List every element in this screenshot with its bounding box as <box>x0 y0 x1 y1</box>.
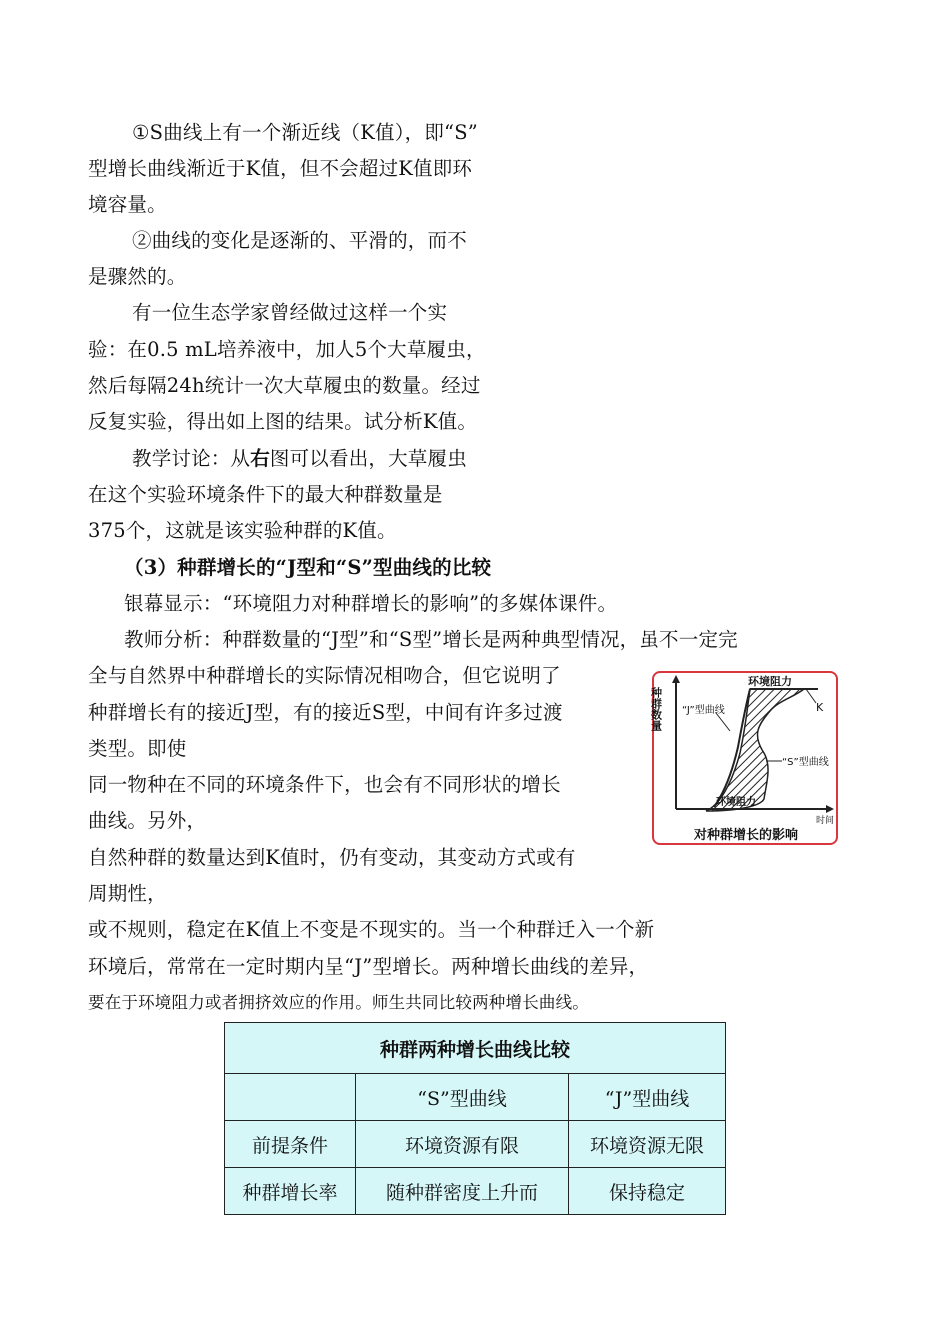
table-cell: 种群增长率 <box>225 1168 356 1215</box>
text-line: 全与自然界中种群增长的实际情况相吻合，但它说明了 <box>88 664 561 687</box>
text-line: 同一物种在不同的环境条件下，也会有不同形状的增长 <box>88 773 561 796</box>
x-axis-label: 时间 <box>816 816 835 826</box>
text-line: ②曲线的变化是逐渐的、平滑的，而不 <box>132 229 467 252</box>
table-title-row <box>225 1023 726 1074</box>
section-heading: （3）种群增长的“J型和“S”型曲线的比较 <box>124 556 492 579</box>
text-line: 类型。即使 <box>88 737 187 760</box>
top-resistance-label: 环境阻力 <box>748 675 792 688</box>
table-cell: 环境资源无限 <box>569 1121 726 1168</box>
table-header-cell: “S”型曲线 <box>356 1074 569 1121</box>
text-line <box>132 447 467 471</box>
x-axis-arrow <box>826 805 834 813</box>
text-line: 反复实验，得出如上图的结果。试分析K值。 <box>88 410 478 433</box>
table-row <box>225 1121 726 1168</box>
comparison-table <box>224 1022 726 1215</box>
table-cell: 随种群密度上升而 <box>356 1168 569 1215</box>
text-line: 教师分析：种群数量的“J型”和“S型”增长是两种典型情况，虽不一定完 <box>124 628 738 651</box>
text-line: 型增长曲线渐近于K值，但不会超过K值即环 <box>88 157 473 180</box>
table-cell: 保持稳定 <box>569 1168 726 1215</box>
environment-resistance-figure <box>649 671 838 845</box>
table-header-cell <box>225 1074 356 1121</box>
table-header-cell: “J”型曲线 <box>569 1074 726 1121</box>
figure-caption: 对种群增长的影响 <box>694 828 799 843</box>
text-line: ①S曲线上有一个渐近线（K值），即“S” <box>132 121 478 144</box>
text-line: 要在于环境阻力或者拥挤效应的作用。师生共同比较两种增长曲线。 <box>88 993 589 1012</box>
table-cell: 前提条件 <box>225 1121 356 1168</box>
text-line: 种群增长有的接近J型，有的接近S型，中间有许多过渡 <box>88 701 563 724</box>
y-axis-label: 种群数量 <box>649 687 663 731</box>
text-line: 环境后，常常在一定时期内呈“J”型增长。两种增长曲线的差异， <box>88 955 649 978</box>
text-line: 有一位生态学家曾经做过这样一个实 <box>132 301 448 324</box>
table-header-row <box>225 1074 726 1121</box>
text-line: 在这个实验环境条件下的最大种群数量是 <box>88 483 443 506</box>
text-line: 或不规则，稳定在K值上不变是不现实的。当一个种群迁入一个新 <box>88 918 655 941</box>
bottom-resistance-label: 环境阻力 <box>716 797 756 808</box>
text-line: 自然种群的数量达到K值时，仍有变动，其变动方式或有 <box>88 846 576 869</box>
table-cell: 环境资源有限 <box>356 1121 569 1168</box>
text-line: 然后每隔24h统计一次大草履虫的数量。经过 <box>88 374 481 397</box>
s-curve-label: “S”型曲线 <box>782 757 829 768</box>
text-fragment: 教学讨论：从 <box>132 447 251 470</box>
text-line: 375个，这就是该实验种群的K值。 <box>88 519 397 542</box>
y-axis-arrow <box>672 675 680 683</box>
growth-curve-diagram <box>649 673 840 847</box>
table-row <box>225 1168 726 1215</box>
table-title: 种群两种增长曲线比较 <box>225 1023 726 1074</box>
text-line: 境容量。 <box>88 193 167 216</box>
text-line: 曲线。另外， <box>88 809 207 832</box>
k-label: K <box>816 701 824 714</box>
text-line: 周期性， <box>88 882 167 905</box>
text-line: 是骤然的。 <box>88 265 187 288</box>
j-curve-label: “J”型曲线 <box>682 705 725 716</box>
text-line: 验：在0.5 mL培养液中，加人5个大草履虫， <box>88 338 486 361</box>
text-line: 银幕显示：“环境阻力对种群增长的影响”的多媒体课件。 <box>124 592 618 615</box>
text-fragment: 图可以看出，大草履虫 <box>269 447 467 470</box>
text-fragment-bold: 右 <box>250 447 270 470</box>
